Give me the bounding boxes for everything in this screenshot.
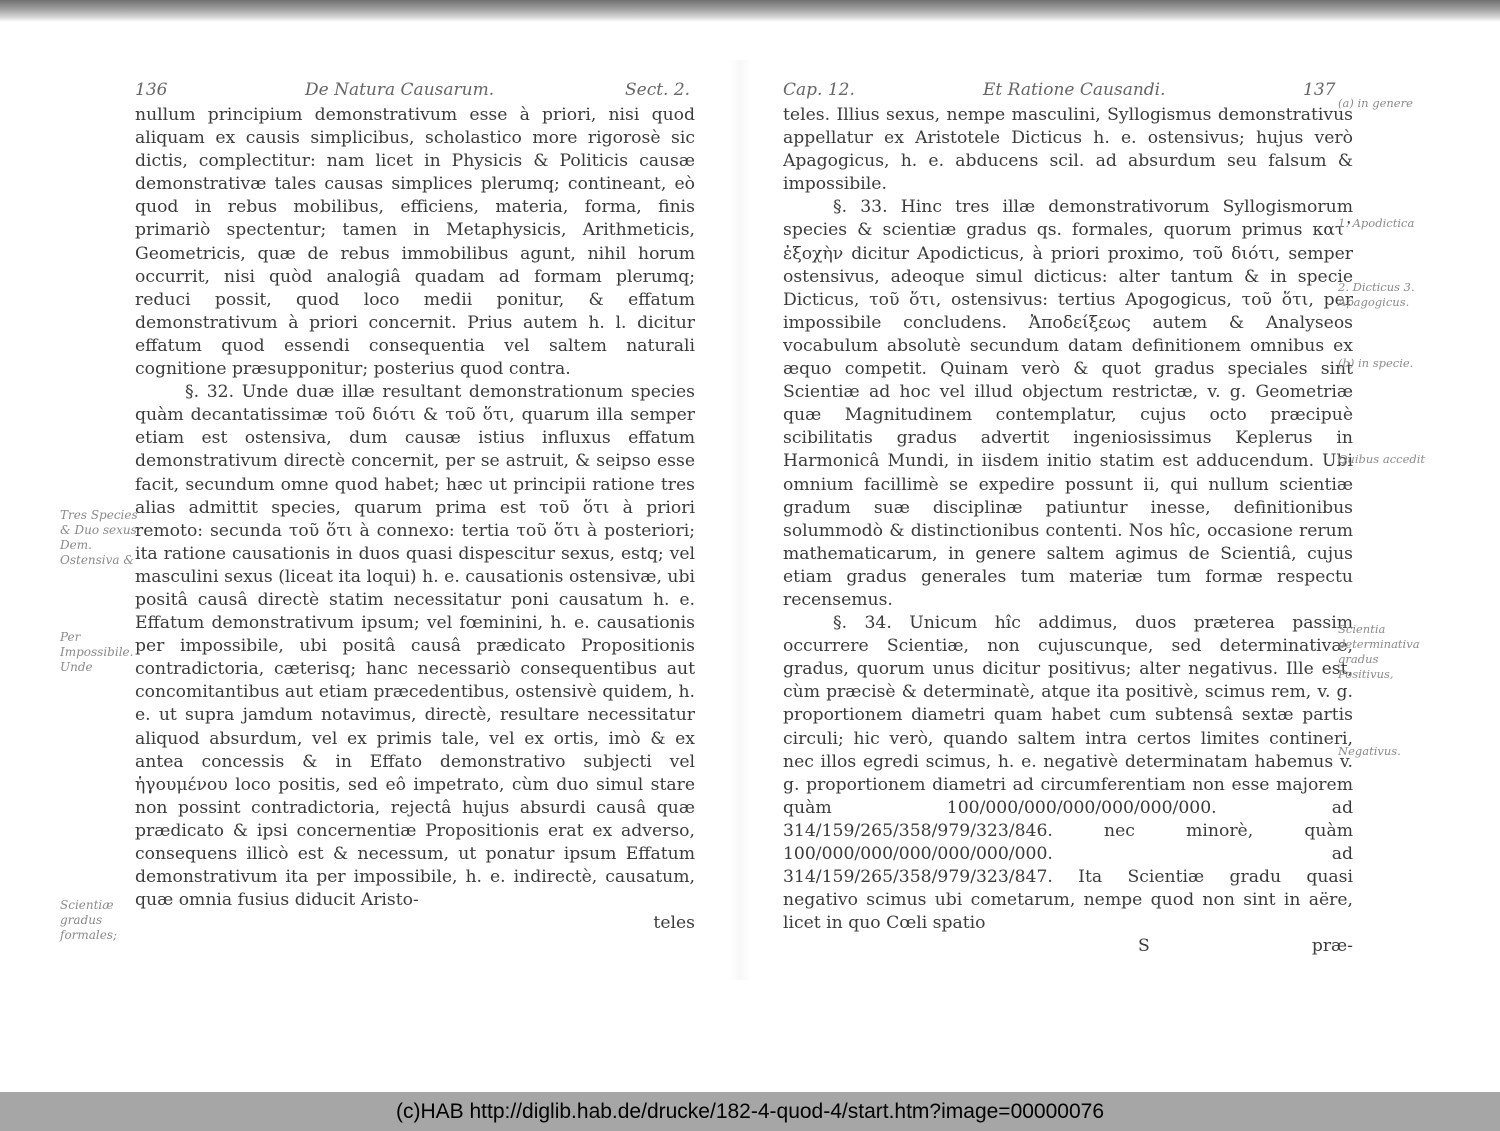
left-margin-note-1: Tres Species & Duo sexus Dem. Ostensiva & bbox=[60, 508, 138, 567]
copyright-footer bbox=[0, 1092, 1500, 1131]
left-body-text bbox=[135, 104, 695, 935]
left-running-head bbox=[135, 80, 695, 104]
right-margin-note-6: Scientia determinativa gradus Positivus, bbox=[1338, 622, 1420, 681]
left-section-label: Sect. 2. bbox=[625, 80, 691, 100]
right-paragraph-3: §. 34. Unicum hîc addimus, duos præterea passim occurrere Scientiæ, non cujuscunque, sed determinativæ, gradus, quorum unus dicitur positivus; alter negativus. Ille est, cùm præcisè & determinatè, atque ita positivè, scimus rem, v. g. proportionem diametri quam habet cum subtensâ sextæ partis circuli; hic verò, quando saltem intra certos limites contineri, nec illos egredi scimus, h. e. negativè determinatam habemus v. g. proportionem diametri ad circumferentiam non esse majorem quàm 100/000/000/000/000/000/000. ad 314/159/265/358/979/323/846. nec minorè, quàm 100/000/000/000/000/000/000. ad 314/159/265/358/979/323/847. Ita Scientiæ gradu quasi negativo scimus ubi cometarum, nempe quod non sint in aëre, licet in quo Cœli spatio bbox=[783, 613, 1353, 934]
right-running-title: Et Ratione Causandi. bbox=[983, 80, 1166, 100]
left-page bbox=[135, 80, 695, 935]
right-margin-note-3: 2. Dicticus 3. Apagogicus. bbox=[1338, 280, 1415, 309]
left-margin-note-2: Per Impossibile. Unde bbox=[60, 630, 134, 674]
right-paragraph-1: teles. Illius sexus, nempe masculini, Syllogismus demonstrativus appellatur ex Aristotele Dicticus h. e. ostensivus; hujus verò Apagogicus, h. e. abducens scil. ad absurdum seu falsum & impossibile. bbox=[783, 105, 1353, 195]
right-margin-note-7: Negativus. bbox=[1338, 744, 1401, 758]
right-running-head bbox=[783, 80, 1353, 104]
right-chapter-label: Cap. 12. bbox=[783, 80, 855, 100]
right-catchword: præ- bbox=[1311, 936, 1353, 957]
right-page-number: 137 bbox=[1303, 80, 1336, 100]
book-gutter bbox=[730, 60, 750, 980]
right-margin-note-4: (b) in specie. bbox=[1338, 356, 1414, 370]
source-citation: (c)HAB http://diglib.hab.de/drucke/182-4-quod-4/start.htm?image=00000076 bbox=[395, 1099, 1104, 1123]
right-page-foot bbox=[783, 935, 1353, 959]
right-margin-note-5: Quibus accedit bbox=[1338, 452, 1426, 466]
right-page bbox=[783, 80, 1353, 959]
right-margin-note-2: 1. Apodictica bbox=[1338, 216, 1415, 230]
left-paragraph-1: nullum principium demonstrativum esse à priori, nisi quod aliquam ex causis simplicibus, scholastico more rigorosè sic dictis, complectitur: nam licet in Physicis & Politicis causæ demonstrativæ tales causas simplices plerumq; contineant, eò quod in rebus mobilibus, efficiens, materia, forma, finis primariò spectentur; tamen in Metaphysicis, Arithmeticis, Geometricis, quæ de rebus immobilibus agunt, nihil horum occurrit, nisi quòd analogiâ quadam ad formam plerumq; reduci possit, quod loco medii ponitur, & effatum demonstrativum à priori concernit. Prius autem h. l. dicitur effatum quod essendi consequentia vel saltem naturali cognitione præsupponitur; posterius quod contra. bbox=[135, 105, 695, 380]
left-margin-note-3: Scientiæ gradus formales; bbox=[60, 898, 118, 942]
left-catchword: teles bbox=[653, 913, 695, 934]
left-paragraph-2: §. 32. Unde duæ illæ resultant demonstrationum species quàm decantatissimæ τοῦ διότι & τοῦ ὅτι, quarum illa semper etiam est ostensiva, dum causæ istius influxus effatum demonstrativum directè concernit, per se astruit, & seipso esse facit, secundum omne quod habet; hæc ut principii ratione tres alias admittit species, quarum prima est τοῦ ὅτι à priori remoto: secunda τοῦ ὅτι à connexo: tertia τοῦ ὅτι à posteriori; ita ratione causationis in duos quasi dispescitur sexus, estq; vel masculini sexus (liceat ita loqui) h. e. causationis ostensivæ, ubi positâ causâ directè statim necessitatur poni causatum h. e. Effatum demonstrativum ipsum; vel fœminini, h. e. causationis per impossibile, ubi positâ causâ prædicato Propositionis contradictoria, cæterisq; hanc necessariò consequentibus aut concomitantibus aut etiam præcedentibus, ostensivè quidem, h. e. ut supra jamdum notavimus, directè, resultare necessitatur aliquod absurdum, vel ex primis tale, vel ex ortis, imò & ex antea concessis & in Effato demonstrativo subjecti vel ἡγουμένου loco positis, sed eô impetrato, cùm duo simul stare non possint contradictoria, rejectâ hujus absurdi causâ quæ prædicato & ipsi concernentiæ Propositionis erat ex adverso, consequens illicò est & necessum, ut ponatur ipsum Effatum demonstrativum ita per impossibile, h. e. indirectè, causatum, quæ omnia fusius diducit Aristo- bbox=[135, 382, 695, 911]
right-margin-note-1: (a) in genere bbox=[1338, 96, 1413, 110]
scan-top-edge bbox=[0, 0, 1500, 22]
signature-mark: S bbox=[1138, 936, 1150, 957]
left-page-number: 136 bbox=[135, 80, 168, 100]
left-running-title: De Natura Causarum. bbox=[305, 80, 495, 100]
right-paragraph-2: §. 33. Hinc tres illæ demonstrativorum Syllogismorum species & scientiæ gradus qs. formales, quorum primus κατ᾽ ἐξοχὴν dicitur Apodicticus, à priori proximo, τοῦ διότι, semper ostensivus, adeoque simul dicticus: alter tantum & in specie Dicticus, τοῦ ὅτι, ostensivus: tertius Apogogicus, τοῦ ὅτι, per impossibile concludens. Ἀποδείξεως autem & Analyseos vocabulum absolutè secundum datam definitionem omnibus ex æquo competit. Quinam verò & quot gradus speciales sint Scientiæ ad hoc vel illud objectum restrictæ, v. g. Geometriæ quæ Magnitudinem contemplatur, cujus octo præcipuè scibilitatis gradus advertit ingeniosissimus Keplerus in Harmonicâ Mundi, in iisdem initio statim est adducendum. Ubi omnium facillimè se expedire possunt ii, qui nullum scientiæ gradum suæ disciplinæ patiuntur inesse, definitionibus solummodò & distinctionibus contenti. Nos hîc, occasione rerum mathematicarum, in genere saltem agimus de Scientiâ, cujus etiam gradus generales tum materiæ tum formæ respectu recensemus. bbox=[783, 197, 1353, 610]
right-body-text bbox=[783, 104, 1353, 959]
